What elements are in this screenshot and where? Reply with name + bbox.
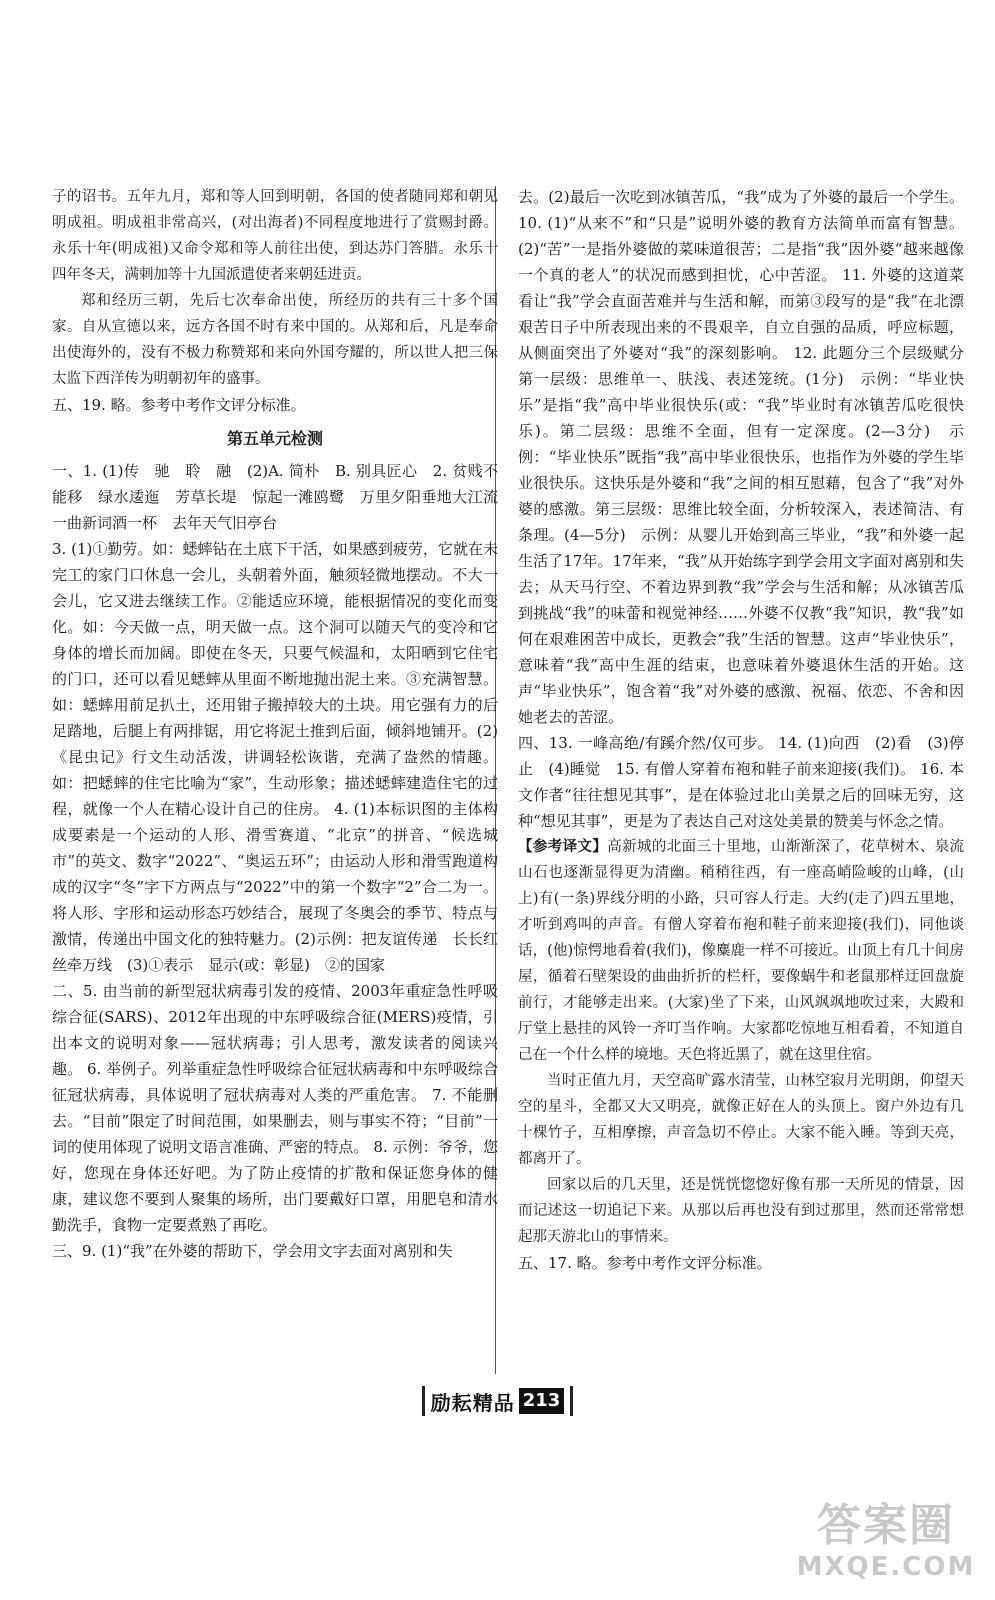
translation-zhenghe-paragraph: 郑和经历三朝，先后七次奉命出使，所经历的共有三十多个国家。自从宣德以来，远方各国不时有来中国的。从郑和后，凡是奉命出使海外的，没有不极力称赞郑和来向外国夸耀的，所以世人把三保太监下西洋传为明朝初年的盛事。 [52,293,498,387]
answer-part-4: 四、13. 一峰高绝/有蹊介然/仅可步。 14. (1)向西 (2)看 (3)停止 (4)睡觉 15. 有僧人穿着布袍和鞋子前来迎接(我们)。 16. 本文作者“往往想见其事”，是在体验过北山美景之后的回味无穷，这种“想见其事”，更是为了表达自己对这处美景的赞美与怀念之情。 [518,734,964,830]
section-title: 第五单元检测 [226,429,323,448]
right-column [518,184,980,1276]
page-footer [0,1386,995,1416]
reference-translation-label: 【参考译文】 [518,838,608,855]
footer-brand: 励耘精品 [430,1390,515,1415]
translation-continued-paragraph: 子的诏书。五年九月，郑和等人回到明朝，各国的使者随同郑和朝见明成祖。明成祖非常高兴，(对出海者)不同程度地进行了赏赐封爵。永乐十年(明成祖)又命令郑和等人前往出使，到达苏门答腊。永乐十四年冬天，满刺加等十九国派遣使者来朝廷进贡。 [52,189,498,283]
answer-part-3-continued: 去。(2)最后一次吃到冰镇苦瓜，“我”成为了外婆的最后一个学生。 10. (1)“从来不”和“只是”说明外婆的教育方法简单而富有智慧。(2)“苦”一是指外婆做的菜味道很苦；二是指“我”因外婆“越来越像一个真的老人”的状况而感到担忧，心中苦涩。 11. 外婆的这道菜看让“我”学会直面苦难并与生活和解，而第③段写的是“我”在北漂艰苦日子中所表现出来的不畏艰辛，自立自强的品质，呼应标题，从侧面突出了外婆对“我”的深刻影响。 12. 此题分三个层级赋分 第一层级：思维单一、肤浅、表述笼统。(1分) 示例：“毕业快乐”是指“我”高中毕业很快乐(或：“我”毕业时有冰镇苦瓜吃很快乐)。第二层级：思维不全面，但有一定深度。(2—3分) 示例：“毕业快乐”既指“我”高中毕业很快乐，也指作为外婆的学生毕业很快乐。这快乐是外婆和“我”之间的相互慰藉，包含了“我”对外婆的感激。第三层级：思维比较全面，分析较深入，表述简洁、有条理。(4—5分) 示例：从婴儿开始到高三毕业，“我”和外婆一起生活了17年。17年来，“我”从开始练字到学会用文字面对离别和失去；从天马行空、不着边界到教“我”学会与生活和解；从冰镇苦瓜到挑战“我”的味蕾和视觉神经……外婆不仅教“我”知识，教“我”如何在艰难困苦中成长，更教会“我”生活的智慧。这声“毕业快乐”，意味着“我”高中生涯的结束，也意味着外婆退休生活的开始。这声“毕业快乐”，饱含着“我”对外婆的感激、祝福、依恋、不舍和因她老去的苦涩。 [518,188,980,726]
reference-translation-p3: 回家以后的几天里，还是恍恍惚惚好像有那一天所见的情景，因而记述这一切追记下来。从那以后再也没有到过那里，然而还常常想起那天游北山的事情来。 [518,1177,964,1245]
watermark-logo: 答案圈 [817,1500,955,1551]
answer-part-1: 一、1. (1)传 驰 聆 融 (2)A. 简朴 B. 别具匠心 2. 贫贱不能移 绿水逶迤 芳草长堤 惊起一滩鸥鹭 万里夕阳垂地大江流 一曲新词酒一杯 去年天气旧亭台 [52,462,514,532]
answer-5-19: 五、19. 略。参考中考作文评分标准。 [52,396,306,414]
watermark [791,1500,981,1590]
reference-translation-p1: 高新城的北面三十里地，山渐渐深了，花草树木、泉流山石也逐渐显得更为清幽。稍稍往西，有一座高峭险峻的山峰，(山上)有(一条)界线分明的小路，只可容人行走。大约(走了)四五里地，才听到鸡叫的声音。有僧人穿着布袍和鞋子前来迎接(我们)，同他谈话，(他)惊愕地看着(我们)，像麋鹿一样不可接近。山顶上有几十间房屋，循着石壁架设的曲曲折折的栏杆，要像蜗牛和老鼠那样迂回盘旋前行，才能够走出来。(大家)坐了下来，山风飒飒地吹过来，大殿和厅堂上悬挂的风铃一齐叮当作响。大家都吃惊地互相看着，不知道自己在一个什么样的境地。天色将近黑了，就在这里住宿。 [518,839,965,1063]
left-column [52,184,514,1264]
reference-translation-p2: 当时正值九月，天空高旷露水清莹，山林空寂月光明朗，仰望天空的星斗，全都又大又明亮，就像正好在人的头顶上。窗户外边有几十棵竹子，互相摩擦，声音急切不停止。大家不能入睡。等到天亮，都离开了。 [518,1073,964,1167]
page-number: 213 [519,1388,565,1414]
footer-box [422,1386,574,1416]
watermark-url: MXQE.COM [796,1552,976,1582]
reference-translation [518,834,964,1068]
answer-5-17: 五、17. 略。参考中考作文评分标准。 [518,1254,772,1272]
answer-part-2: 二、5. 由当前的新型冠状病毒引发的疫情、2003年重症急性呼吸综合征(SARS)、2012年出现的中东呼吸综合征(MERS)疫情，引出本文的说明对象——冠状病毒；引人思考，激发读者的阅读兴趣。 6. 举例子。列举重症急性呼吸综合征冠状病毒和中东呼吸综合征冠状病毒，具体说明了冠状病毒对人类的严重危害。 7. 不能删去。“目前”限定了时间范围，如果删去，则与事实不符；“目前”一词的使用体现了说明文语言准确、严密的特点。 8. 示例：爷爷，您好，您现在身体还好吧。为了防止疫情的扩散和保证您身体的健康，建议您不要到人聚集的场所，出门要戴好口罩，用肥皂和清水勤洗手，食物一定要煮熟了再吃。 [52,982,498,1234]
answer-part-3-start: 三、9. (1)“我”在外婆的帮助下，学会用文字去面对离别和失 [52,1242,453,1260]
answer-part-1-item-3-4: 3. (1)①勤劳。如：蟋蟀钻在土底下干活，如果感到疲劳，它就在未完工的家门口休息一会儿，头朝着外面，触须轻微地摆动。不大一会儿，它又进去继续工作。②能适应环境，能根据情况的变化而变化。如：今天做一点，明天做一点。这个洞可以随天气的变冷和它身体的增长而加阔。即使在冬天，只要气候温和，太阳晒到它住宅的门口，还可以看见蟋蟀从里面不断地抛出泥土来。③充满智慧。如：蟋蟀用前足扒土，还用钳子搬掉较大的土块。用它强有力的后足踏地，后腿上有两排锯，用它将泥土推到后面，倾斜地铺开。(2)《昆虫记》行文生动活泼，讲调轻松诙谐，充满了盎然的情趣。如：把蟋蟀的住宅比喻为“家”，生动形象；描述蟋蟀建造住宅的过程，就像一个人在精心设计自己的住房。 4. (1)本标识图的主体构成要素是一个运动的人形、滑雪赛道、“北京”的拼音、“候选城市”的英文、数字“2022”、“奥运五环”；由运动人形和滑雪跑道构成的汉字“冬”字下方两点与“2022”中的第一个数字“2”合二为一。将人形、字形和运动形态巧妙结合，展现了冬奥会的季节、特点与激情，传递出中国文化的独特魅力。(2)示例：把友谊传递 长长红丝牵万线 (3)①表示 显示(或：彰显) ②的国家 [52,540,498,974]
